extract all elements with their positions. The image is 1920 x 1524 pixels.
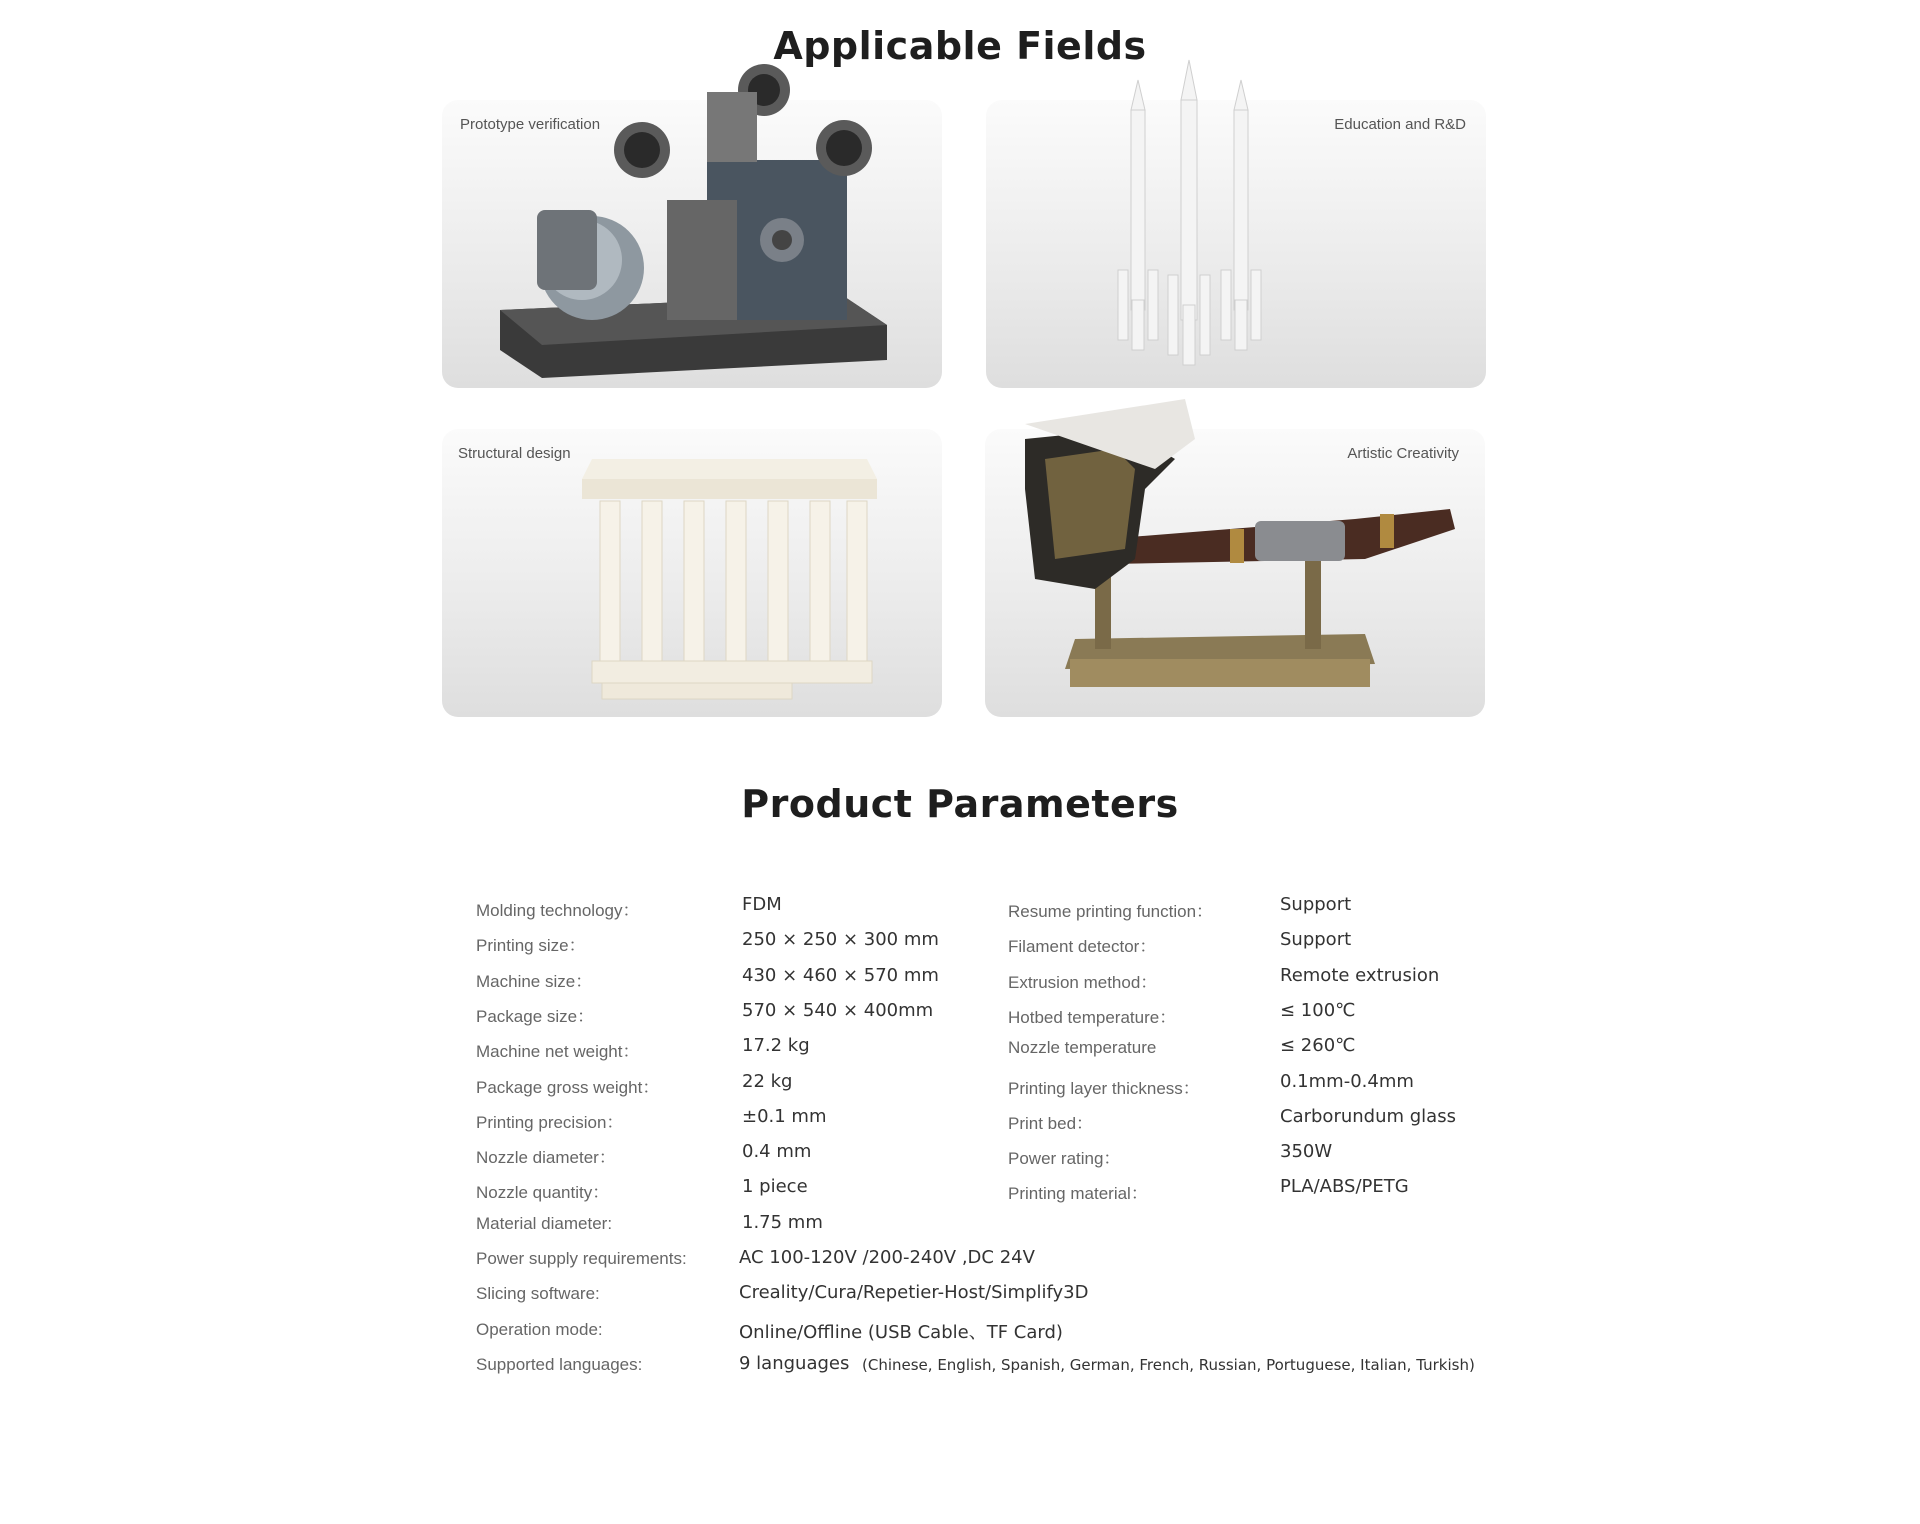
param-label: Operation mode: xyxy=(476,1320,603,1339)
applicable-fields-title: Applicable Fields xyxy=(773,24,1147,68)
param-label: Material diameter: xyxy=(476,1214,613,1233)
param-value: AC 100-120V /200-240V ,DC 24V xyxy=(739,1247,1035,1268)
param-label: Printing size： xyxy=(476,936,586,955)
param-label: Molding technology： xyxy=(476,901,640,920)
param-value: ±0.1 mm xyxy=(742,1106,827,1127)
param-value: Carborundum glass xyxy=(1280,1106,1456,1127)
air-compressor-model-image xyxy=(442,100,942,388)
param-value-note: (Chinese, English, Spanish, German, French, Russian, Portuguese, Italian, Turkish) xyxy=(862,1356,1475,1374)
param-value: Support xyxy=(1280,929,1352,950)
param-value: Creality/Cura/Repetier-Host/Simplify3D xyxy=(739,1282,1089,1303)
param-value: 0.4 mm xyxy=(742,1141,812,1162)
param-value: PLA/ABS/PETG xyxy=(1280,1176,1409,1197)
param-label: Printing layer thickness： xyxy=(1008,1079,1200,1098)
param-value: Support xyxy=(1280,894,1352,915)
field-card-structural xyxy=(442,429,942,717)
param-value: 570 × 540 × 400mm xyxy=(742,1000,934,1021)
param-label: Power rating： xyxy=(1008,1149,1121,1168)
param-value: 1.75 mm xyxy=(742,1212,823,1233)
param-label: Nozzle diameter： xyxy=(476,1148,616,1167)
param-value: 0.1mm-0.4mm xyxy=(1280,1071,1414,1092)
param-value: 350W xyxy=(1280,1141,1333,1162)
field-card-prototype xyxy=(442,100,942,388)
param-value: 22 kg xyxy=(742,1071,793,1092)
param-label: Power supply requirements: xyxy=(476,1249,687,1268)
param-value: FDM xyxy=(742,894,782,915)
decorative-axe-model-image xyxy=(985,429,1485,717)
param-label: Nozzle quantity： xyxy=(476,1183,610,1202)
param-label: Supported languages: xyxy=(476,1355,643,1374)
param-label: Machine net weight： xyxy=(476,1042,640,1061)
field-label: Prototype verification xyxy=(460,116,601,133)
param-label: Machine size： xyxy=(476,972,593,991)
field-label: Structural design xyxy=(458,445,571,462)
rocket-models-image xyxy=(986,100,1486,388)
param-label: Package size： xyxy=(476,1007,595,1026)
param-value: Online/Offline (USB Cable、TF Card) xyxy=(739,1322,1063,1343)
param-value: Remote extrusion xyxy=(1280,965,1440,986)
param-label: Hotbed temperature： xyxy=(1008,1008,1177,1027)
param-value: 17.2 kg xyxy=(742,1035,810,1056)
param-label: Resume printing function： xyxy=(1008,902,1214,921)
param-value: 9 languages xyxy=(739,1353,850,1374)
param-value: 1 piece xyxy=(742,1176,808,1197)
param-value: ≤ 100℃ xyxy=(1280,1000,1356,1021)
param-label: Print bed： xyxy=(1008,1114,1094,1133)
field-card-artistic xyxy=(985,429,1485,717)
param-label: Extrusion method： xyxy=(1008,973,1158,992)
param-value: 430 × 460 × 570 mm xyxy=(742,965,939,986)
greek-temple-model-image xyxy=(442,429,942,717)
param-label: Printing precision： xyxy=(476,1113,624,1132)
field-label: Education and R&D xyxy=(1334,116,1466,133)
param-value: ≤ 260℃ xyxy=(1280,1035,1356,1056)
product-parameters-title: Product Parameters xyxy=(741,782,1179,826)
field-label: Artistic Creativity xyxy=(1347,445,1459,462)
param-value: 250 × 250 × 300 mm xyxy=(742,929,939,950)
param-label: Nozzle temperature xyxy=(1008,1038,1157,1057)
param-label: Printing material： xyxy=(1008,1184,1148,1203)
field-card-education xyxy=(986,100,1486,388)
param-label: Filament detector： xyxy=(1008,937,1157,956)
param-label: Slicing software: xyxy=(476,1284,600,1303)
param-label: Package gross weight： xyxy=(476,1078,660,1097)
